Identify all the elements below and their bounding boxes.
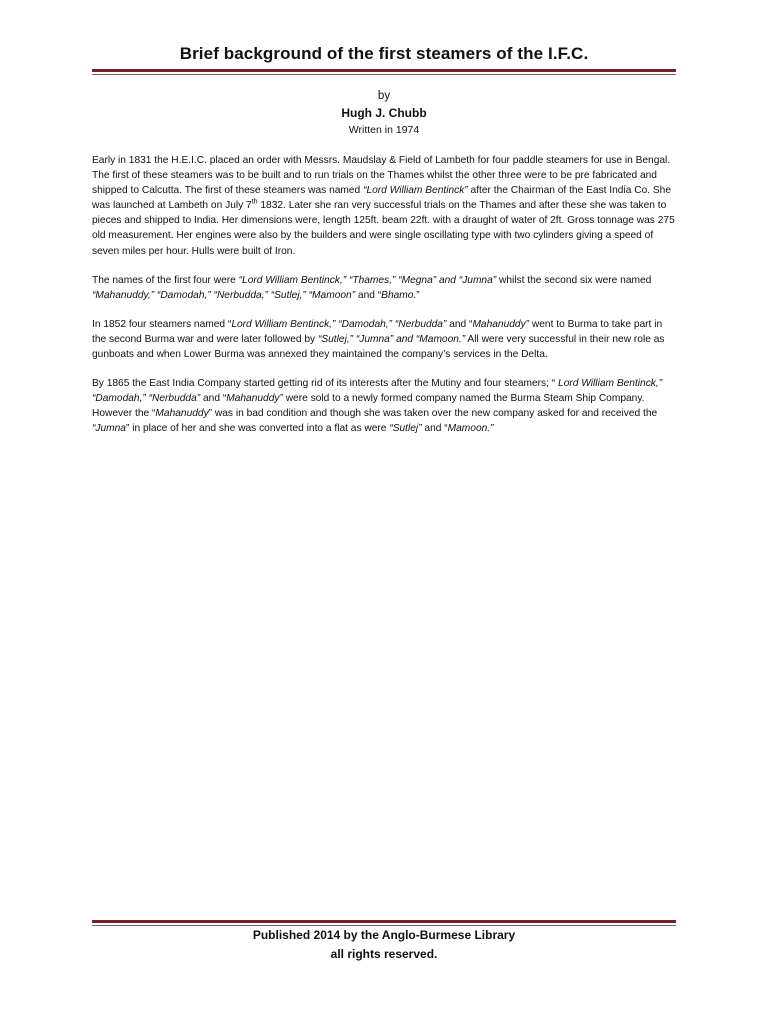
author-name: Hugh J. Chubb: [341, 106, 427, 120]
document-title: Brief background of the first steamers of the I.F.C.: [179, 44, 589, 63]
byline-by: by: [377, 90, 391, 102]
footer-rule: [92, 920, 676, 926]
paragraph-3: In 1852 four steamers named “Lord William Bentinck,” “Damodah,” “Nerbudda” and “Mahanuddy” went to Burma to take part in the second Burma war and were later followed by “Sutlej,” “Jumna” and “Mamoon.” All were very successful in their new role as gunboats and when Lower Burma was annexed they maintained the company’s services in the Delta.: [92, 318, 665, 361]
written-date: Written in 1974: [348, 124, 420, 136]
footer-published: Published 2014 by the Anglo-Burmese Library: [252, 928, 516, 942]
document-body: [92, 153, 676, 451]
paragraph-4: By 1865 the East India Company started getting rid of its interests after the Mutiny and four steamers; “ Lord William Bentinck,” “Damodah,” “Nerbudda” and “Mahanuddy” were sold to a newly formed company named the Burma Steam Ship Company. However the “Mahanuddy” was in bad condition and though she was taken over the new company asked for and received the “Jumna” in place of her and she was converted into a flat as were “Sutlej” and “Mamoon.”: [92, 378, 663, 435]
paragraph-1: Early in 1831 the H.E.I.C. placed an order with Messrs. Maudslay & Field of Lambeth for four paddle steamers for use in Bengal. The first of these steamers was to be built and to run trials on the Thames whilst the other three were to be pre fabricated and shipped to Calcutta. The first of these steamers was named “Lord William Bentinck” after the Chairman of the East India Co. She was launched at Lambeth on July 7th 1832. Later she ran very successful trials on the Thames and after these she was taken to pieces and shipped to India. Her dimensions were, length 125ft. beam 22ft. with a draught of water of 2ft. Gross tonnage was 275 old measurement. Her engines were also by the builders and were single oscillating type with two cylinders giving a speed of seven miles per hour. Hulls were built of Iron.: [92, 155, 675, 257]
header-rule: [92, 69, 676, 75]
paragraph-2: The names of the first four were “Lord William Bentinck,” “Thames,” “Megna” and “Jumna” whilst the second six were named “Mahanuddy,” “Damodah,” “Nerbudda,” “Sutlej,” “Mamoon” and “Bhamo.”: [92, 274, 652, 301]
footer-rights: all rights reserved.: [330, 947, 438, 961]
